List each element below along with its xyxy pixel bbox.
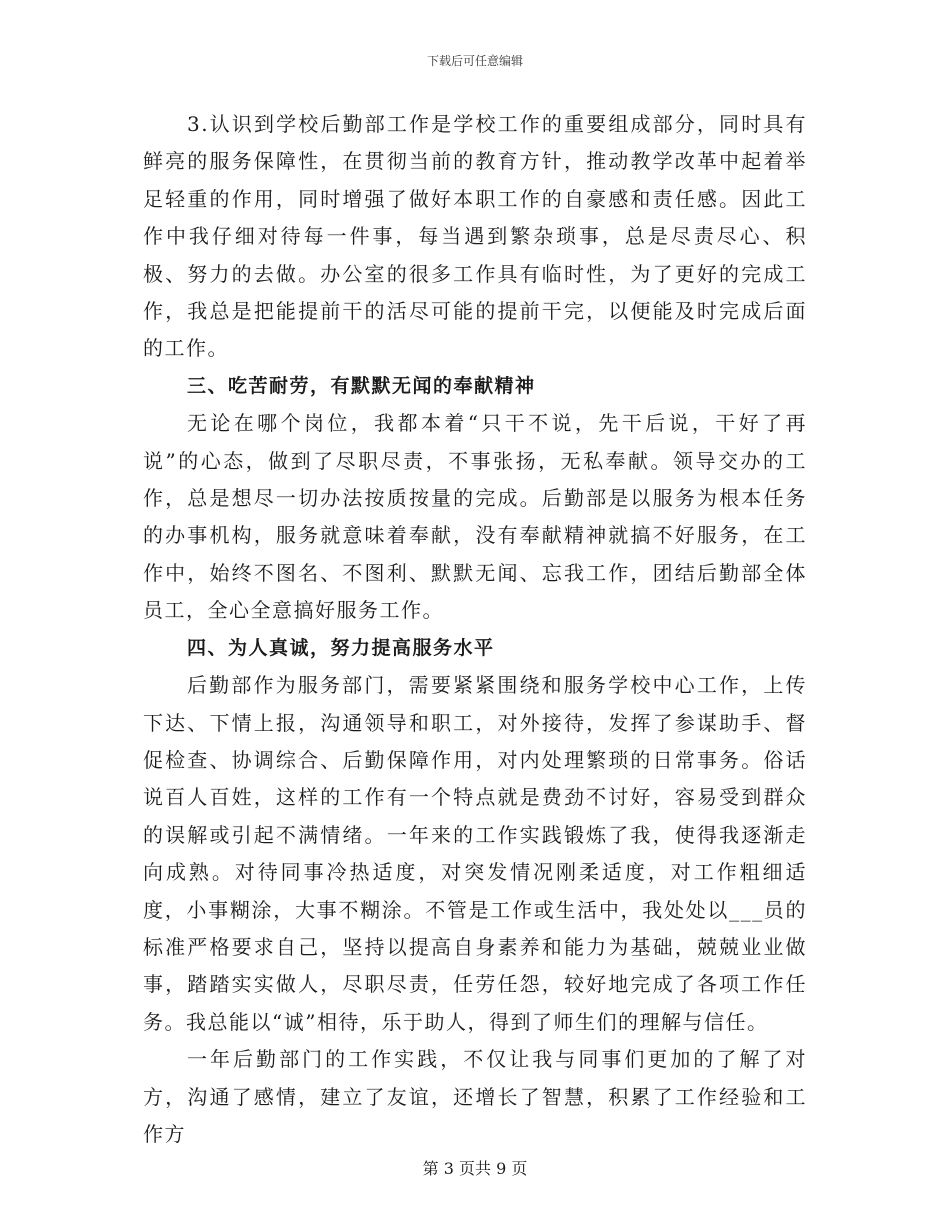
paragraph-dedication: 无论在哪个岗位，我都本着“只干不说，先干后说，干好了再说”的心态，做到了尽职尽责，不事张扬，无私奉献。领导交办的工作，总是想尽一切办法按质按量的完成。后勤部是以服务为根本任务的办事机构，服务就意味着奉献，没有奉献精神就搞不好服务，在工作中，始终不图名、不图利、默默无闻、忘我工作，团结后勤部全体员工，全心全意搞好服务工作。 — [143, 411, 807, 623]
paragraph-logistics-awareness: 3.认识到学校后勤部工作是学校工作的重要组成部分，同时具有鲜亮的服务保障性，在贯彻当前的教育方针，推动教学改革中起着举足轻重的作用，同时增强了做好本职工作的自豪感和责任感。因此工作中我仔细对待每一件事，每当遇到繁杂琐事，总是尽责尽心、积极、努力的去做。办公室的很多工作具有临时性，为了更好的完成工作，我总是把能提前干的活尽可能的提前干完，以便能及时完成后面的工作。 — [143, 112, 807, 361]
paragraph-year-summary: 一年后勤部门的工作实践，不仅让我与同事们更加的了解了对方，沟通了感情，建立了友谊，还增长了智慧，积累了工作经验和工作方 — [143, 1047, 807, 1146]
document-body — [143, 106, 807, 1153]
page-number: 第 3 页共 9 页 — [422, 1159, 528, 1178]
paragraph-sincerity: 后勤部作为服务部门，需要紧紧围绕和服务学校中心工作，上传下达、下情上报，沟通领导和职工，对外接待，发挥了参谋助手、督促检查、协调综合、后勤保障作用，对内处理繁琐的日常事务。俗话说百人百姓，这样的工作有一个特点就是费劲不讨好，容易受到群众的误解或引起不满情绪。一年来的工作实践锻炼了我，使得我逐渐走向成熟。对待同事冷热适度，对突发情况刚柔适度，对工作粗细适度，小事糊涂，大事不糊涂。不管是工作或生活中，我处处以___员的标准严格要求自己，坚持以提高自身素养和能力为基础，兢兢业业做事，踏踏实实做人，尽职尽责，任劳任怨，较好地完成了各项工作任务。我总能以“诚”相待，乐于助人，得到了师生们的理解与信任。 — [143, 673, 807, 1034]
section-heading-sincerity: 四、为人真诚，努力提高服务水平 — [187, 636, 495, 659]
page-header-note: 下载后可任意编辑 — [426, 54, 523, 68]
section-heading-dedication: 三、吃苦耐劳，有默默无闻的奉献精神 — [187, 374, 536, 397]
